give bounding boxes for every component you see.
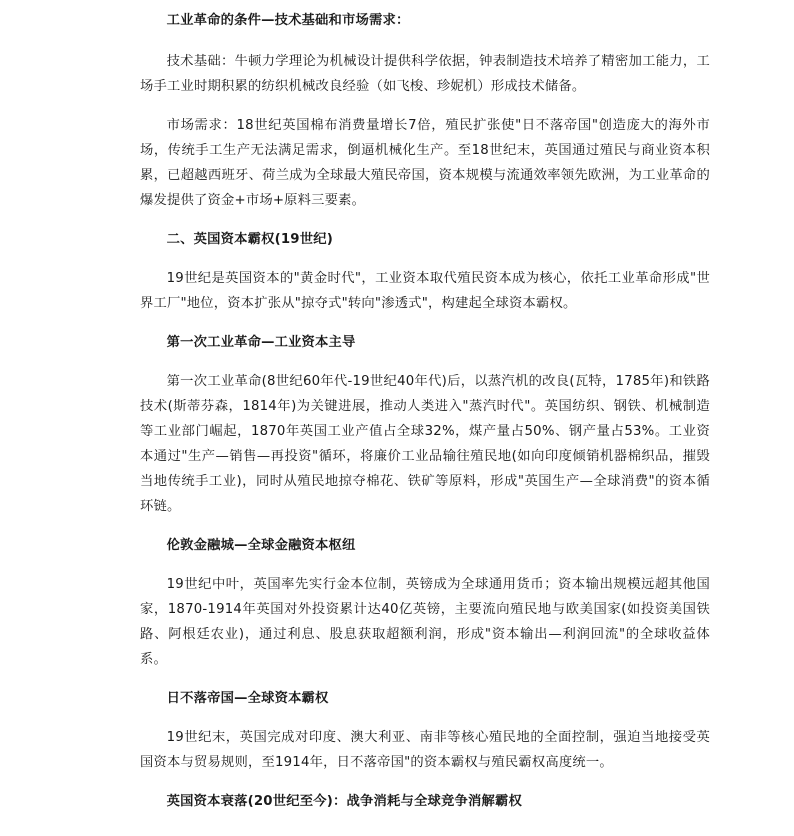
- section-heading-british-capital-hegemony: 二、英国资本霸权(19世纪): [166, 232, 334, 247]
- paragraph-golden-age: 19世纪是英国资本的"黄金时代"，工业资本取代殖民资本成为核心，依托工业革命形成"世界工厂"地位，资本扩张从"掠夺式"转向"渗透式"，构建起全球资本霸权。: [140, 271, 710, 311]
- paragraph-empire-hegemony: 19世纪末，英国完成对印度、澳大利亚、南非等核心殖民地的全面控制，强迫当地接受英国资本与贸易规则，至1914年，日不落帝国"的资本霸权与殖民霸权高度统一。: [140, 730, 710, 770]
- paragraph-first-industrial-revolution: 第一次工业革命(8世纪60年代-19世纪40年代)后，以蒸汽机的改良(瓦特，1785年)和铁路技术(斯蒂芬森，1814年)为关键进展，推动人类进入"蒸汽时代"。英国纺织、钢铁、机械制造等工业部门崛起，1870年英国工业产值占全球32%，煤产量占50%、钢产量占53%。工业资本通过"生产—销售—再投资"循环，将廉价工业品输往殖民地(如向印度倾销机器棉织品，摧毁当地传统手工业)，同时从殖民地掠夺棉花、铁矿等原料，形成"英国生产—全球消费"的资本循环链。: [140, 374, 710, 514]
- paragraph-london-financial-city: 19世纪中叶，英国率先实行金本位制，英镑成为全球通用货币；资本输出规模远超其他国家，1870-1914年英国对外投资累计达40亿英镑，主要流向殖民地与欧美国家(如投资美国铁路、阿根廷农业)，通过利息、股息获取超额利润，形成"资本输出—利润回流"的全球收益体系。: [140, 577, 710, 667]
- heading-conditions: 工业革命的条件—技术基础和市场需求：: [166, 13, 410, 28]
- subheading-british-capital-decline: 英国资本衰落(20世纪至今)：战争消耗与全球竞争消解霸权: [166, 794, 522, 809]
- paragraph-technical-basis: 技术基础：牛顿力学理论为机械设计提供科学依据，钟表制造技术培养了精密加工能力，工场手工业时期积累的纺织机械改良经验（如飞梭、珍妮机）形成技术储备。: [140, 54, 710, 94]
- subheading-first-industrial-revolution: 第一次工业革命—工业资本主导: [166, 335, 356, 350]
- paragraph-market-demand: 市场需求：18世纪英国棉布消费量增长7倍，殖民扩张使"日不落帝国"创造庞大的海外市场，传统手工生产无法满足需求，倒逼机械化生产。至18世纪末，英国通过殖民与商业资本积累，已超越西班牙、荷兰成为全球最大殖民帝国，资本规模与流通效率领先欧洲，为工业革命的爆发提供了资金+市场+原料三要素。: [140, 118, 710, 208]
- subheading-empire-hegemony: 日不落帝国—全球资本霸权: [166, 691, 329, 706]
- document-body: [140, 8, 710, 814]
- subheading-london-financial-city: 伦敦金融城—全球金融资本枢纽: [166, 538, 356, 553]
